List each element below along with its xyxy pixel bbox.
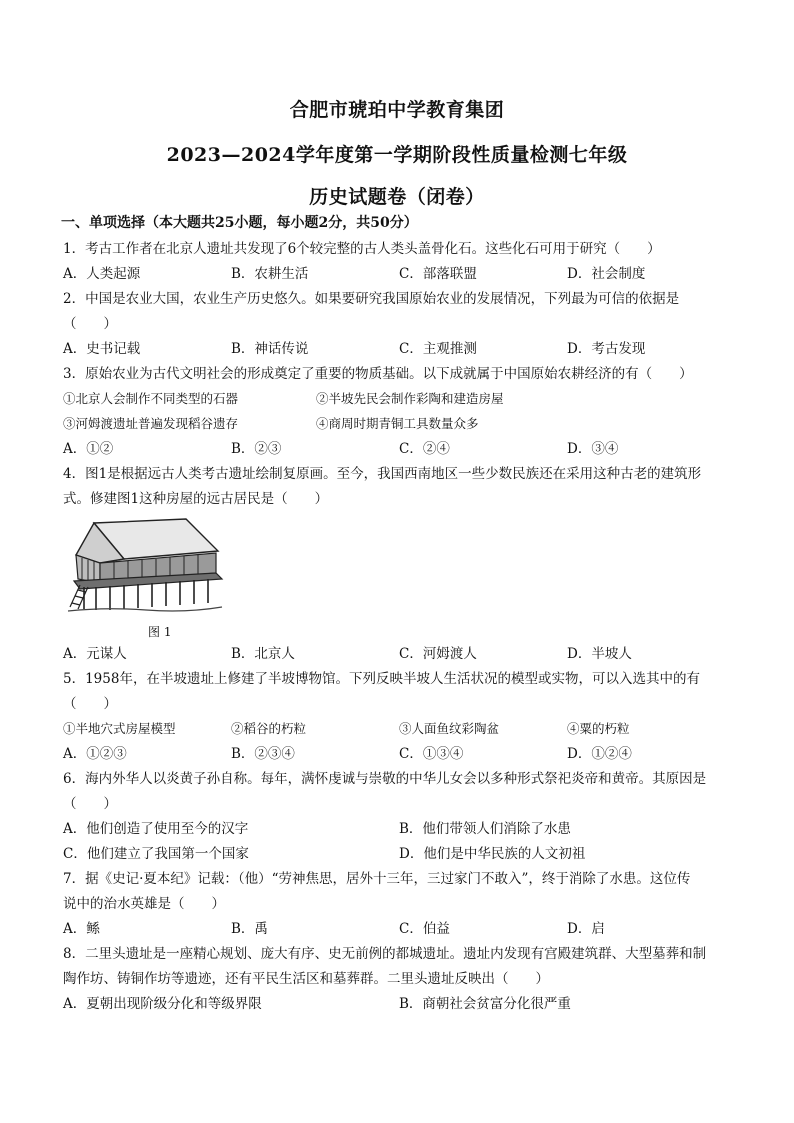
question-2-stem: 2．中国是农业大国，农业生产历史悠久。如果要研究我国原始农业的发展情况，下列最为可信的依据是: [63, 291, 680, 307]
question-3-stem: 3．原始农业为古代文明社会的形成奠定了重要的物质基础。以下成就属于中国原始农耕经济的有（ ）: [63, 366, 693, 382]
question-7-stem: 7．据《史记·夏本纪》记载：（他）“劳神焦思，居外十三年，三过家门不敢入”，终于消除了水患。这位传: [63, 871, 691, 887]
q1-option-b: B．农耕生活: [231, 266, 309, 282]
q1-option-d: D．社会制度: [567, 266, 646, 282]
q3-option-a: A．①②: [63, 441, 114, 457]
question-7-stem-cont: 说中的治水英雄是（ ）: [63, 896, 225, 912]
question-5-stem: 5．1958年，在半坡遗址上修建了半坡博物馆。下列反映半坡人生活状况的模型或实物，可以入选其中的有: [63, 671, 700, 687]
q7-option-c: C．伯益: [399, 921, 450, 937]
q3-statement-4: ④商周时期青铜工具数量众多: [316, 416, 479, 431]
question-2-stem-cont: （ ）: [63, 316, 117, 332]
q5-statement-4: ④粟的朽粒: [567, 721, 630, 736]
question-1-stem: 1．考古工作者在北京人遗址共发现了6个较完整的古人类头盖骨化石。这些化石可用于研究（ ）: [63, 241, 661, 257]
q1-option-a: A．人类起源: [63, 266, 141, 282]
question-6-stem-cont: （ ）: [63, 796, 117, 812]
q6-option-b: B．他们带领人们消除了水患: [399, 821, 571, 837]
q2-option-d: D．考古发现: [567, 341, 646, 357]
figure-1-caption: 图 1: [148, 625, 172, 639]
q3-option-d: D．③④: [567, 441, 619, 457]
question-8-stem: 8．二里头遗址是一座精心规划、庞大有序、史无前例的都城遗址。遗址内发现有宫殿建筑群、大型墓葬和制: [63, 946, 707, 962]
q4-option-a: A．元谋人: [63, 646, 127, 662]
q1-option-c: C．部落联盟: [399, 266, 477, 282]
paper-title: 历史试题卷（闭卷）: [309, 186, 485, 208]
question-5-stem-cont: （ ）: [63, 696, 117, 712]
question-4-stem: 4．图1是根据远古人类考古遗址绘制复原画。至今，我国西南地区一些少数民族还在采用这种古老的建筑形: [63, 466, 702, 482]
q4-option-c: C．河姆渡人: [399, 646, 477, 662]
q5-option-c: C．①③④: [399, 746, 464, 762]
q2-option-c: C．主观推测: [399, 341, 477, 357]
q8-option-b: B．商朝社会贫富分化很严重: [399, 996, 571, 1012]
q7-option-d: D．启: [567, 921, 605, 937]
q2-option-b: B．神话传说: [231, 341, 309, 357]
q4-option-d: D．半坡人: [567, 646, 632, 662]
q3-option-c: C．②④: [399, 441, 450, 457]
q5-statement-1: ①半地穴式房屋模型: [63, 721, 176, 736]
q7-option-b: B．禹: [231, 921, 268, 937]
section-heading: 一、单项选择（本大题共25小题，每小题2分，共50分）: [61, 215, 418, 231]
q7-option-a: A．鲧: [63, 921, 100, 937]
q5-statement-3: ③人面鱼纹彩陶盆: [399, 721, 500, 736]
q5-statement-2: ②稻谷的朽粒: [231, 721, 307, 736]
q5-option-a: A．①②③: [63, 746, 127, 762]
q4-option-b: B．北京人: [231, 646, 295, 662]
school-title: 合肥市琥珀中学教育集团: [289, 99, 505, 121]
q3-option-b: B．②③: [231, 441, 282, 457]
q5-option-b: B．②③④: [231, 746, 295, 762]
q6-option-d: D．他们是中华民族的人文初祖: [399, 846, 586, 862]
question-4-stem-cont: 式。修建图1这种房屋的远古居民是（ ）: [63, 491, 329, 507]
q8-option-a: A．夏朝出现阶级分化和等级界限: [63, 996, 262, 1012]
q6-option-c: C．他们建立了我国第一个国家: [63, 846, 249, 862]
q3-statement-2: ②半坡先民会制作彩陶和建造房屋: [316, 391, 504, 406]
stilt-house-illustration: [66, 515, 224, 615]
exam-title: 2023—2024学年度第一学期阶段性质量检测七年级: [166, 144, 628, 166]
q3-statement-1: ①北京人会制作不同类型的石器: [63, 391, 239, 406]
question-6-stem: 6．海内外华人以炎黄子孙自称。每年，满怀虔诚与崇敬的中华儿女会以多种形式祭祀炎帝和黄帝。其原因是: [63, 771, 707, 787]
q2-option-a: A．史书记载: [63, 341, 141, 357]
question-8-stem-cont: 陶作坊、铸铜作坊等遗迹，还有平民生活区和墓葬群。二里头遗址反映出（ ）: [63, 971, 549, 987]
q6-option-a: A．他们创造了使用至今的汉字: [63, 821, 249, 837]
q5-option-d: D．①②④: [567, 746, 632, 762]
q3-statement-3: ③河姆渡遗址普遍发现稻谷遗存: [63, 416, 239, 431]
